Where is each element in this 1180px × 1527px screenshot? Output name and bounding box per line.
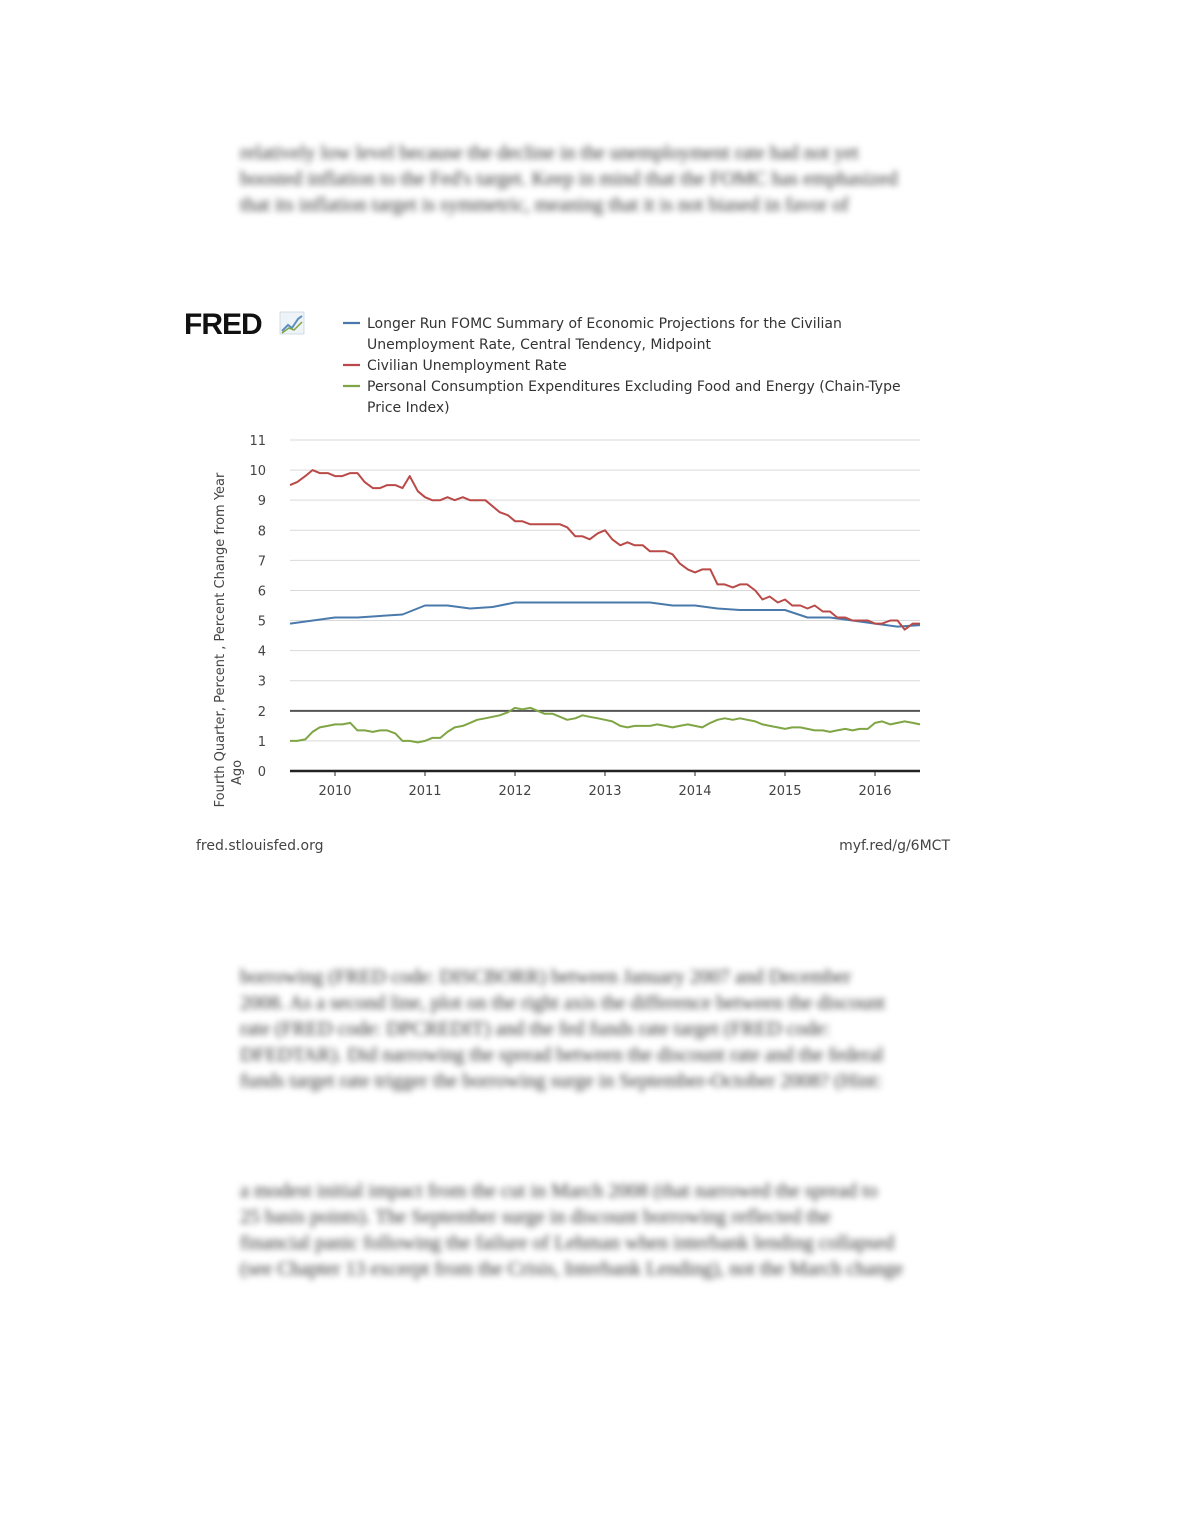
y-axis-title: [213, 472, 245, 807]
x-tick-label: 2014: [678, 784, 712, 799]
chart-legend: [343, 316, 901, 416]
series-line-3: [290, 708, 920, 743]
text-line: 2008. As a second line, plot on the right axis the difference between the discount: [240, 992, 886, 1014]
chart-gridlines: [290, 440, 920, 771]
y-axis-title-line-1: Fourth Quarter, Percent , Percent Change from Year: [213, 472, 228, 808]
chart-series: [290, 470, 920, 742]
text-line: rate (FRED code: DPCREDIT) and the fed funds rate target (FRED code:: [240, 1018, 831, 1040]
text-line: DFEDTAR). Did narrowing the spread between the discount rate and the federal: [240, 1044, 884, 1066]
blurred-paragraph-bottom: [240, 1178, 1010, 1280]
x-tick-label: 2015: [768, 784, 802, 799]
fred-chart: [180, 300, 960, 870]
y-tick-label: 1: [257, 734, 266, 750]
series-line-1: [290, 603, 920, 627]
legend-item: [343, 316, 842, 353]
legend-item: [343, 379, 901, 416]
x-tick-label: 2016: [858, 784, 892, 799]
text-line: (see Chapter 13 excerpt from the Crisis, Interbank Lending), not the March change: [240, 1258, 904, 1280]
fred-logo: [184, 308, 304, 341]
x-tick-label: 2012: [498, 784, 532, 799]
legend-label: Personal Consumption Expenditures Excluding Food and Energy (Chain-Type: [367, 379, 901, 395]
y-tick-label: 8: [257, 524, 266, 540]
legend-label: Longer Run FOMC Summary of Economic Projections for the Civilian: [367, 316, 842, 332]
y-tick-label: 10: [249, 464, 266, 480]
blurred-paragraph-middle: [240, 964, 1010, 1092]
y-tick-label: 0: [257, 765, 266, 780]
fred-logo-text: FRED: [184, 308, 262, 341]
fred-logo-graph-icon: [280, 312, 304, 334]
y-tick-label: 2: [257, 704, 266, 720]
legend-label: Unemployment Rate, Central Tendency, Midpoint: [367, 337, 711, 353]
text-line: borrowing (FRED code: DISCBORR) between January 2007 and December: [240, 966, 851, 988]
short-link[interactable]: myf.red/g/6MCT: [839, 838, 950, 854]
x-tick-label: 2011: [408, 784, 442, 799]
y-tick-label: 3: [257, 674, 266, 690]
text-line: boosted inflation to the Fed's target. Keep in mind that the FOMC has emphasized: [240, 168, 898, 190]
blurred-paragraph-top: [240, 140, 1010, 216]
x-tick-label: 2010: [318, 784, 352, 799]
y-tick-label: 4: [257, 644, 266, 660]
x-tick-label: 2013: [588, 784, 622, 799]
y-axis-title-line-2: Ago: [230, 759, 245, 785]
y-tick-label: 6: [257, 584, 266, 600]
y-tick-label: 11: [249, 434, 266, 449]
y-tick-label: 5: [257, 614, 266, 630]
series-line-2: [290, 470, 920, 629]
text-line: financial panic following the failure of Lehman when interbank lending collapsed: [240, 1232, 895, 1254]
source-text: fred.stlouisfed.org: [196, 838, 324, 854]
y-tick-label: 9: [257, 494, 266, 510]
text-line: that its inflation target is symmetric, meaning that it is not biased in favor of: [240, 194, 849, 216]
text-line: funds target rate trigger the borrowing surge in September-October 2008? (Hint:: [240, 1070, 883, 1092]
legend-label: Civilian Unemployment Rate: [367, 358, 567, 374]
y-axis-ticks: [249, 434, 266, 780]
text-line: 25 basis points). The September surge in discount borrowing reflected the: [240, 1206, 831, 1228]
x-axis-ticks: [318, 771, 891, 799]
legend-label: Price Index): [367, 400, 450, 416]
text-line: a modest initial impact from the cut in March 2008 (that narrowed the spread to: [240, 1180, 878, 1202]
legend-item: [343, 358, 567, 374]
text-line: relatively low level because the decline in the unemployment rate had not yet: [240, 142, 859, 164]
chart-svg: [180, 300, 960, 870]
y-tick-label: 7: [257, 554, 266, 570]
